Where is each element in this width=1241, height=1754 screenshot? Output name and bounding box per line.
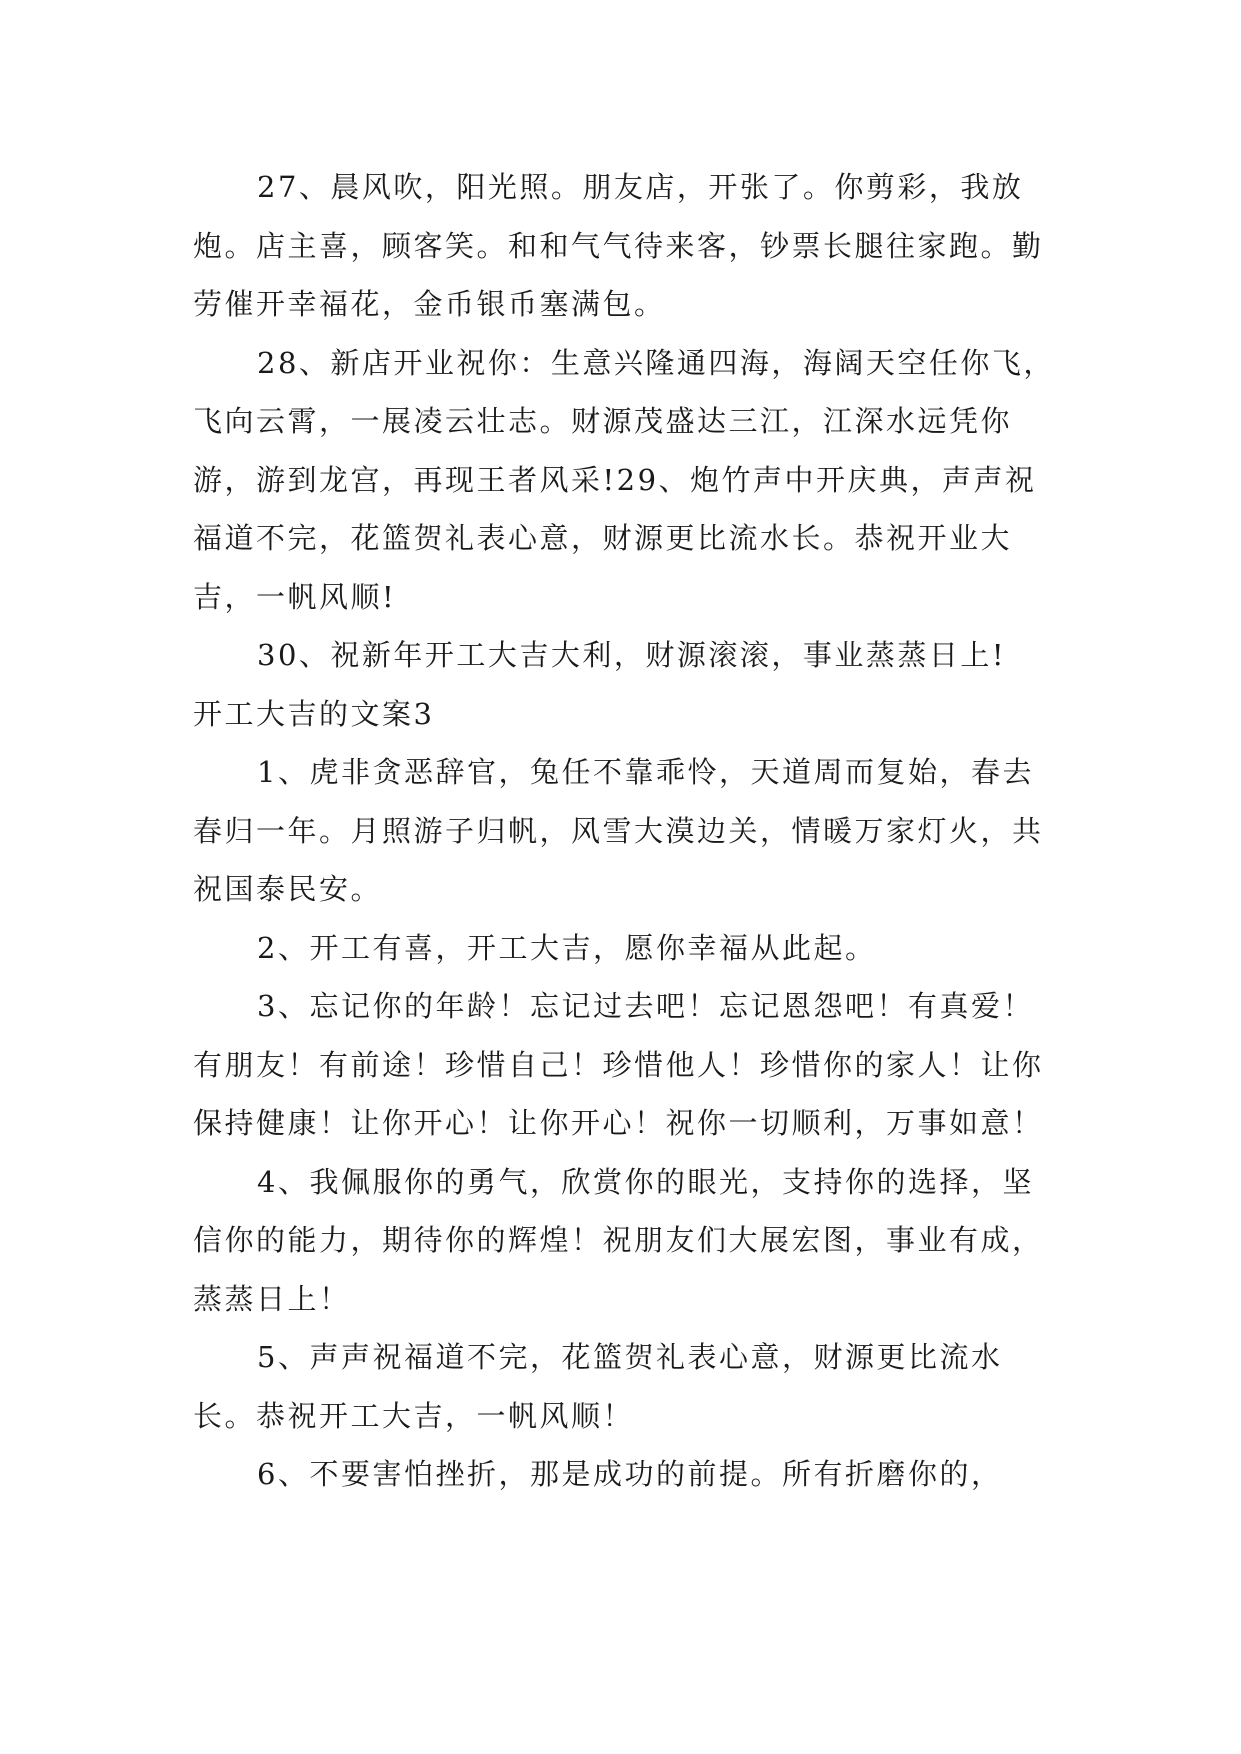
paragraph-1: 1、虎非贪恶辞官，兔任不靠乖怜，天道周而复始，春去春归一年。月照游子归帆，风雪大漠边关，情暖万家灯火，共祝国泰民安。 xyxy=(193,755,1044,906)
paragraph-5: 5、声声祝福道不完，花篮贺礼表心意，财源更比流水长。恭祝开工大吉，一帆风顺！ xyxy=(193,1340,1003,1433)
section-heading: 开工大吉的文案3 xyxy=(193,696,435,731)
paragraph-2: 2、开工有喜，开工大吉，愿你幸福从此起。 xyxy=(257,930,877,965)
paragraph-27: 27、晨风吹，阳光照。朋友店，开张了。你剪彩，我放炮。店主喜，顾客笑。和和气气待来客，钞票长腿往家跑。勤劳催开幸福花，金币银币塞满包。 xyxy=(193,170,1044,321)
paragraph-30: 30、祝新年开工大吉大利，财源滚滚，事业蒸蒸日上! xyxy=(257,638,1007,672)
paragraph-28: 28、新店开业祝你：生意兴隆通四海，海阔天空任你飞，飞向云霄，一展凌云壮志。财源茂盛达三江，江深水远凭你游，游到龙宫，再现王者风采!29、炮竹声中开庆典，声声祝福道不完，花篮贺礼表心意，财源更比流水长。恭祝开业大吉，一帆风顺! xyxy=(193,345,1055,614)
paragraph-4: 4、我佩服你的勇气，欣赏你的眼光，支持你的选择，坚信你的能力，期待你的辉煌！祝朋友们大展宏图，事业有成，蒸蒸日上！ xyxy=(193,1164,1044,1316)
paragraph-3: 3、忘记你的年龄！忘记过去吧！忘记恩怨吧！有真爱！有朋友！有前途！珍惜自己！珍惜他人！珍惜你的家人！让你保持健康！让你开心！让你开心！祝你一切顺利，万事如意！ xyxy=(193,989,1044,1140)
paragraph-6: 6、不要害怕挫折，那是成功的前提。所有折磨你的， xyxy=(257,1457,1003,1491)
document-body xyxy=(193,158,1065,1504)
